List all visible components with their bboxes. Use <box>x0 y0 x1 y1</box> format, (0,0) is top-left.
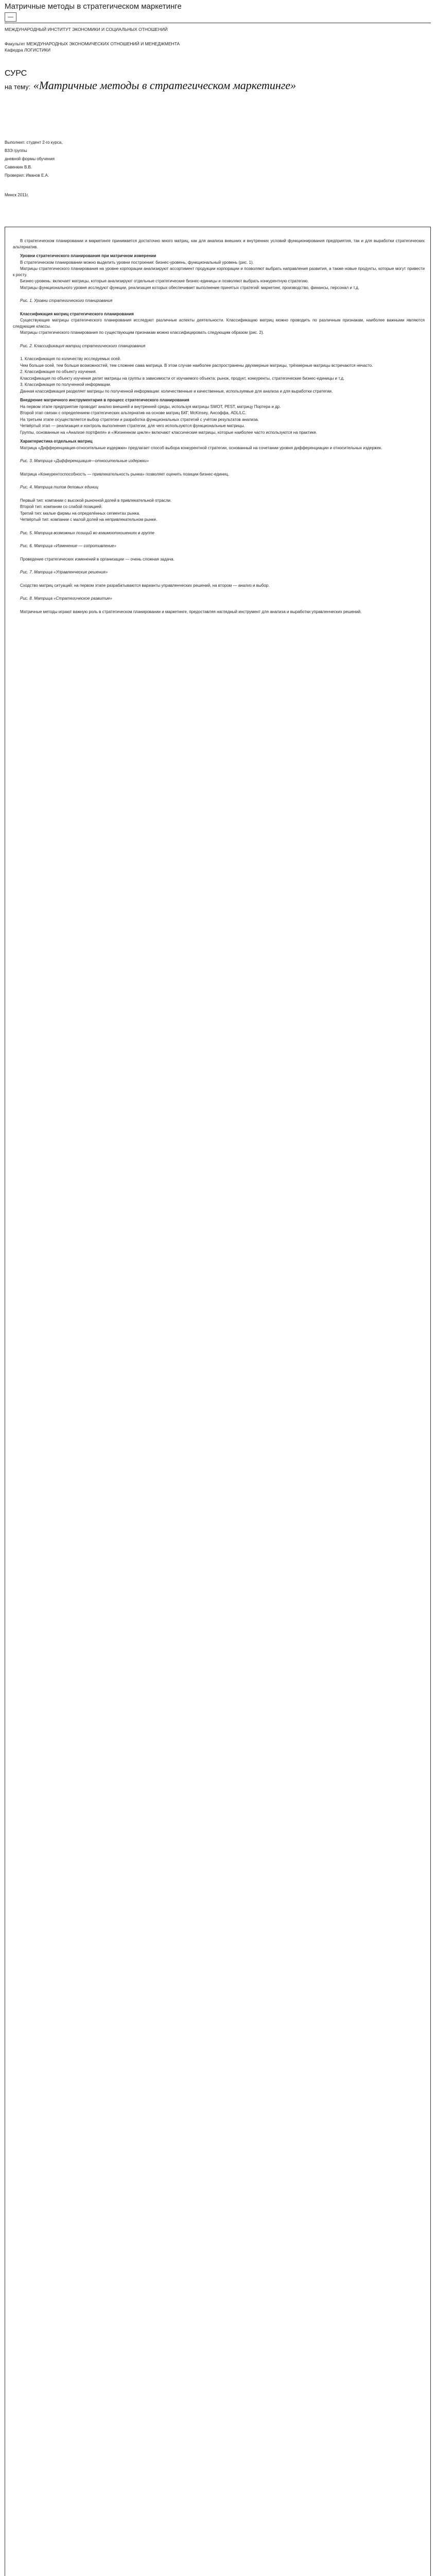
figure-caption: Рис. 6. Матрица «Изменение — сопротивление» <box>20 544 116 548</box>
body-paragraph: Матрицы функционального уровня исследуют функции, реализация которых обеспечивает выполнение принятых стратегий: маркетинг, производство, финансы, персонал и т.д. <box>20 285 359 290</box>
figure-caption: Рис. 5. Матрица возможных позиций во взаимоотношениях в группе <box>20 530 154 535</box>
body-paragraph: Матричные методы играют важную роль в стратегическом планировании и маркетинге, предоставляя наглядный инструмент для анализа и выработки управленческих решений. <box>20 609 362 614</box>
body-paragraph: В стратегическом планировании и маркетинге принимается достаточно много матриц, как для анализа внешних и внутренних условий функционирования предприятия, так и для выработки стратегических альтернатив. <box>13 239 425 249</box>
meta-line: Выполнил: студент 2-го курса, <box>5 140 63 145</box>
body-paragraph: Четвёртый этап — реализация и контроль выполнения стратегии, для чего используются функциональные матрицы. <box>20 423 245 428</box>
body-paragraph: Первый тип: компании с высокой рыночной долей в привлекательной отрасли. <box>20 498 172 503</box>
body-paragraph: Матрицы стратегического планирования по существующим признакам можно классифицировать следующим образом (рис. 2). <box>20 330 264 335</box>
section-heading: Классификация матриц стратегического планирования <box>20 311 134 316</box>
body-paragraph: Проведение стратегических изменений в организации — очень сложная задача. <box>20 556 175 562</box>
body-paragraph: Бизнес-уровень: включает матрицы, которые анализируют отдельные стратегические бизнес-единицы и позволяют выбрать конкурентную стратегию. <box>20 279 309 283</box>
body-paragraph: Группы, основанные на «Анализе портфеля» и «Жизненном цикле» включают классические матрицы, которые наиболее часто используются на практике. <box>20 430 318 435</box>
section-heading: Уровни стратегического планирования при матричном измерении <box>20 253 156 258</box>
body-paragraph: Классификация по объекту изучения делит матрицы на группы в зависимости от изучаемого объекта: рынок, продукт, конкуренты, стратегические бизнес-единицы и т.д. <box>20 376 345 381</box>
body-paragraph: На третьем этапе осуществляется выбор стратегии и разработка функциональных стратегий с учётом результатов анализа. <box>20 417 259 422</box>
section-heading: Внедрение матричного инструментария в процесс стратегического планирования <box>20 398 189 402</box>
figure-caption: Рис. 7. Матрица «Управленческие решения» <box>20 570 108 574</box>
meta-line: Проверил: Иванов Е.А. <box>5 173 49 178</box>
work-topic-prefix: на тему: <box>5 83 31 91</box>
figure-caption: Рис. 8. Матрица «Стратегическое развитие» <box>20 596 112 601</box>
document-title: Матричные методы в стратегическом маркетинге <box>5 2 182 11</box>
body-paragraph: Сходство матриц ситуаций: на первом этапе разрабатываются варианты управленческих решений, на втором — анализ и выбор. <box>20 583 270 588</box>
body-paragraph: Данная классификация разделяет матрицы по полученной информации: количественные и качественные, используемые для анализа и для выработки стратегии. <box>20 388 333 394</box>
meta-line: дневной формы обучения <box>5 157 55 161</box>
section-heading: Характеристика отдельных матриц <box>20 439 93 444</box>
meta-line: ВЗЭ группы <box>5 148 27 153</box>
body-paragraph: Второй тип: компании со слабой позицией. <box>20 504 103 509</box>
body-paragraph: Третий тип: малые фирмы на определённых сегментах рынка. <box>20 511 141 516</box>
body-paragraph: Матрица «Дифференциация-относительные издержки» предлагает способ выбора конкурентной стратегии, основанный на сочетании уровня дифференциации и относительных издержек. <box>20 445 382 450</box>
body-paragraph: 1. Классификация по количеству исследуемых осей. <box>20 357 121 361</box>
figure-caption: Рис. 2. Классификация матриц стратегического планирования <box>20 343 146 348</box>
body-paragraph: Существующие матрицы стратегического планирования исследуют различные аспекты деятельности. Классификацию матриц можно проводить по различным признакам, наиболее важными являются следующие классы. <box>13 318 425 329</box>
body-paragraph: Матрица «Конкурентоспособность — привлекательность рынка» позволяет оценить позиции бизнес-единиц. <box>20 471 230 477</box>
body-paragraph: На первом этапе предприятие проводит анализ внешней и внутренней среды, используя матрицы SWOT, PEST, матрицу Портера и др. <box>20 404 281 409</box>
work-type: СУРС <box>5 69 27 78</box>
figure-caption: Рис. 1. Уровни стратегического планирования <box>20 298 113 303</box>
figure-caption: Рис. 4. Матрица типов деловых единиц <box>20 485 99 489</box>
body-paragraph: 3. Классификация по полученной информации. <box>20 382 111 387</box>
meta-line: Минск 2011г. <box>5 193 29 197</box>
figure-caption: Рис. 3. Матрица «Дифференциация—относительные издержки» <box>20 459 149 463</box>
faculty-name: Факультет МЕЖДУНАРОДНЫХ ЭКОНОМИЧЕСКИХ ОТНОШЕНИЙ И МЕНЕДЖМЕНТА <box>5 41 180 46</box>
department-name: Кафедра ЛОГИСТИКИ <box>5 47 51 53</box>
body-paragraph: В стратегическом планировании можно выделить уровни построения: бизнес-уровень, функциональный уровень (рис. 1). <box>20 260 254 265</box>
body-paragraph: 2. Классификация по объекту изучения. <box>20 369 97 374</box>
institute-name: МЕЖДУНАРОДНЫЙ ИНСТИТУТ ЭКОНОМИКИ И СОЦИАЛЬНЫХ ОТНОШЕНИЙ <box>5 27 168 32</box>
body-paragraph: Чем больше осей, тем больше возможностей, тем сложнее сама матрица. В этом случае наиболее распространены двухмерные матрицы, трёхмерные матрицы встречаются нечасто. <box>20 363 373 368</box>
body-paragraph: Второй этап связан с определением стратегических альтернатив на основе матриц БКГ, McKinsey, Ансоффа, ADL/LC. <box>20 411 247 415</box>
work-topic: «Матричные методы в стратегическом маркетинге» <box>33 79 297 92</box>
meta-line: Савенкин В.В. <box>5 165 32 170</box>
body-paragraph: Четвёртый тип: компании с малой долей на непривлекательном рынке. <box>20 517 158 522</box>
minimize-box[interactable]: — <box>5 12 16 22</box>
body-paragraph: Матрицы стратегического планирования на уровне корпорации анализируют ассортимент продукции корпорации и позволяют выбрать направления развития, а также новые продукты, которые могут привести к росту. <box>13 266 425 277</box>
body-text <box>13 238 425 615</box>
work-topic-block <box>5 79 324 93</box>
